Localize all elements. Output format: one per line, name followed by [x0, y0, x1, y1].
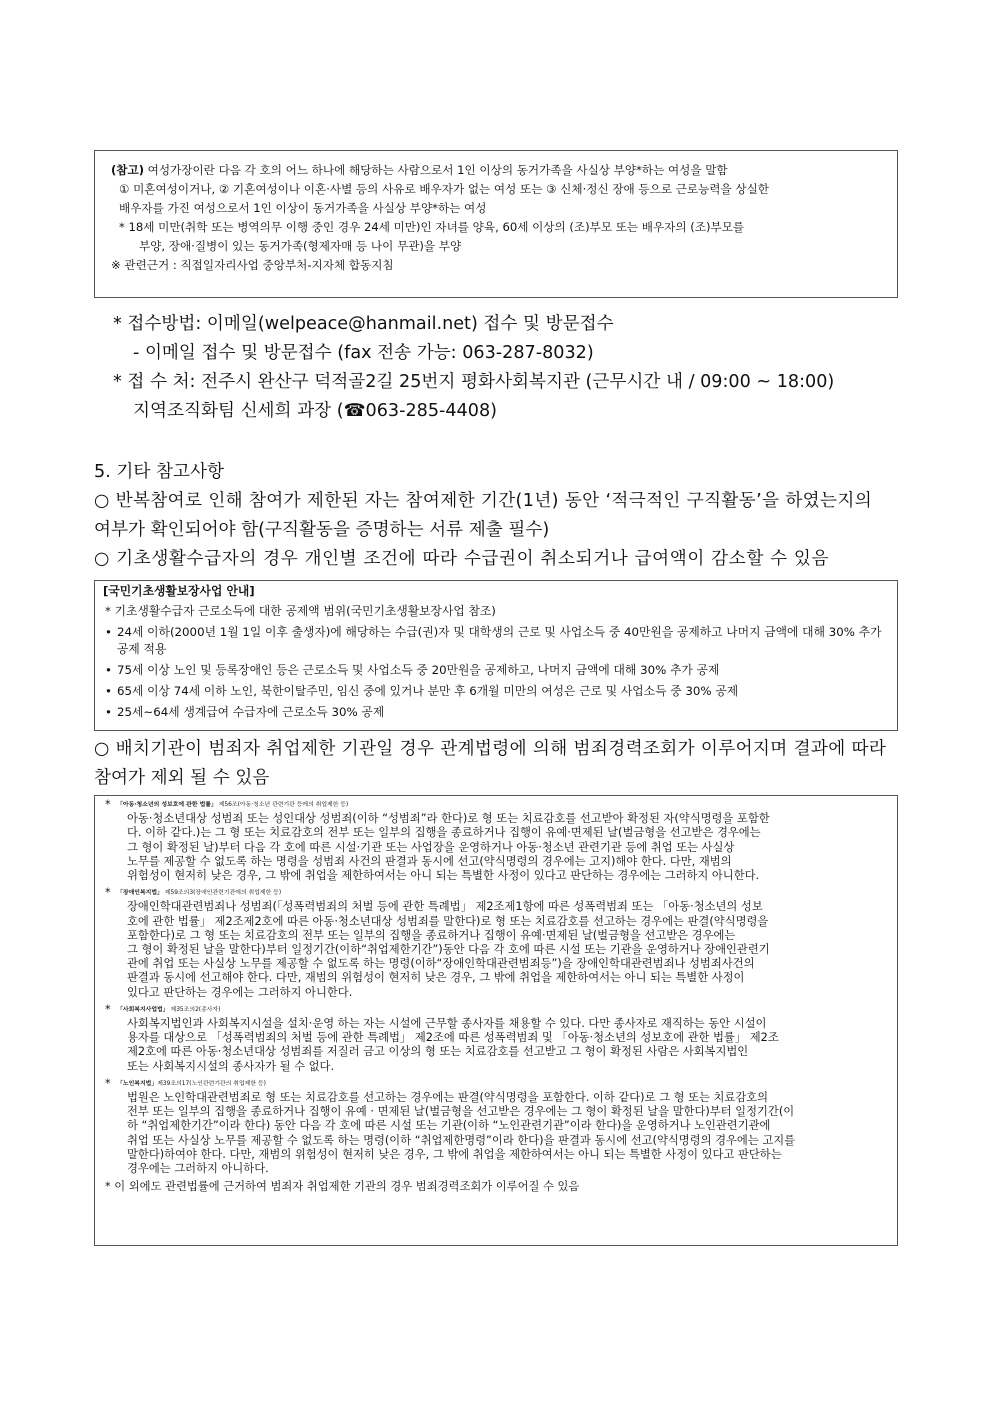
contact-person: 지역조직화팀 신세희 과장 (☎063-285-4408) [133, 401, 498, 421]
reference-line-1: (참고) 여성가장이란 다음 각 호의 어느 하나에 해당하는 사람으로서 1인 이상의 동거가족을 사실상 부양*하는 여성을 말함 [111, 163, 728, 177]
reference-basis: ※ 관련근거 : 직접일자리사업 중앙부처-지자체 합동지침 [111, 258, 394, 272]
law-heading: 「사회복지사업법」 제35조의2(종사자) [117, 1006, 221, 1013]
reference-label: (참고) [111, 163, 144, 177]
law-box-final-note: * 이 외에도 관련법률에 근거하여 범죄자 취업제한 기관의 경우 범죄경력조회가 이루어질 수 있음 [105, 1180, 580, 1194]
section-para-1-line-2: 여부가 확인되어야 함(구직활동을 증명하는 서류 제출 필수) [94, 520, 550, 540]
basic-livelihood-box [94, 580, 898, 731]
section-para-3-line-1: ○ 배치기관이 범죄자 취업제한 기관일 경우 관계법령에 의해 범죄경력조회가 이루어지며 결과에 따라 [94, 739, 887, 759]
basic-box-title: [국민기초생활보장사업 안내] [103, 584, 255, 598]
section-para-1-line-1: ○ 반복참여로 인해 참여가 제한된 자는 참여제한 기간(1년) 동안 ‘적극적인 구직활동’을 하였는지의 [94, 491, 873, 511]
submission-method: * 접수방법: 이메일(welpeace@hanmail.net) 접수 및 방문접수 [113, 314, 614, 334]
law-heading: 「노인복지법」제39조의17(노인관련기관의 취업제한 등) [117, 1080, 266, 1087]
legal-references-box [94, 795, 898, 1246]
submission-method-detail: - 이메일 접수 및 방문접수 (fax 전송 가능: 063-287-8032) [133, 343, 594, 363]
reference-footnote-2: 부양, 장애·질병이 있는 동거가족(형제자매 등 나이 무관)을 부양 [139, 239, 462, 253]
reference-line-2: ① 미혼여성이거나, ② 기혼여성이나 이혼·사별 등의 사유로 배우자가 없는 여성 또는 ③ 신체·정신 장애 등으로 근로능력을 상실한 [119, 182, 769, 196]
law-child-protection: * 「아동·청소년의 성보호에 관한 법률」 제56조(아동·청소년 관련기관 등에의 취업제한 등) 아동·청소년대상 성범죄 또는 성인대상 성범죄(이하 “성범죄”라 한다)로 형 또는 치료감호를 선고받아 확정된 자(약식명령을 포함한 다. 이하 같다.)는 그 형 또는 치료감호의 전부 또는 일부의 집행을 종료하거나 집행이 유예·면제된 날(벌금형을 선고받은 경우에는 그 형이 확정된 날)부터 다음 각 호에 따른 시설·기관 또는 사업장을 운영하거나 아동·청소년 관련기관 등에 취업 또는 사실상 노무를 제공할 수 없도록 하는 명령을 성범죄 사건의 판결과 동시에 선고(약식명령의 경우에는 고지)해야 한다. 다만, 재범의 위험성이 현저히 낮은 경우, 그 밖에 취업을 제한하여서는 아니 되는 특별한 사정이 있다고 판단하는 경우에는 그러하지 아니한다. [103, 798, 889, 883]
law-social-welfare: * 「사회복지사업법」 제35조의2(종사자) 사회복지법인과 사회복지시설을 설치·운영 하는 자는 시설에 근무할 종사자를 채용할 수 있다. 다만 종사자로 재직하는 동안 시설이 용자를 대상으로 「성폭력범죄의 처벌 등에 관한 특례법」 제2조에 따른 성폭력범죄 및 「아동·청소년의 성보호에 관한 법률」 제2조 제2호에 따른 아동·청소년대상 성범죄를 저질러 금고 이상의 형 또는 치료감호를 선고받고 그 형이 확정된 사람은 사회복지법인 또는 사회복지시설의 종사자가 될 수 없다. [103, 1003, 889, 1074]
law-body: 사회복지법인과 사회복지시설을 설치·운영 하는 자는 시설에 근무할 종사자를 채용할 수 있다. 다만 종사자로 재직하는 동안 시설이 용자를 대상으로 「성폭력범죄의 처벌 등에 관한 특례법」 제2조에 따른 성폭력범죄 및 「아동·청소년의 성보호에 관한 법률」 제2조 제2호에 따른 아동·청소년대상 성범죄를 저질러 금고 이상의 형 또는 치료감호를 선고받고 그 형이 확정된 사람은 사회복지법인 또는 사회복지시설의 종사자가 될 수 없다. [127, 1017, 779, 1073]
section-heading: 5. 기타 참고사항 [94, 462, 224, 482]
basic-box-item: • 65세 이상 74세 이하 노인, 북한이탈주민, 임신 중에 있거나 분만 후 6개월 미만의 여성은 근로 및 사업소득 중 30% 공제 [105, 684, 739, 698]
basic-box-note: * 기초생활수급자 근로소득에 대한 공제액 범위(국민기초생활보장사업 참조) [105, 604, 496, 618]
basic-box-item: • 25세~64세 생계급여 수급자에 근로소득 30% 공제 [105, 705, 385, 719]
reference-line-3: 배우자를 가진 여성으로서 1인 이상이 동거가족을 사실상 부양*하는 여성 [119, 201, 487, 215]
section-para-2: ○ 기초생활수급자의 경우 개인별 조건에 따라 수급권이 취소되거나 급여액이 감소할 수 있음 [94, 549, 830, 569]
law-disability-welfare: * 「장애인복지법」 제59조의3(장애인관련기관에의 취업제한 등) 장애인학대관련범죄나 성범죄(「성폭력범죄의 처벌 등에 관한 특례법」 제2조제1항에 따른 성폭력범죄 또는 「아동·청소년의 성보 호에 관한 법률」 제2조제2호에 따른 아동·청소년대상 성범죄를 말한다)로 형 또는 치료감호를 선고하는 경우에는 판결(약식명령을 포함한다)로 그 형 또는 치료감호의 전부 또는 일부의 집행을 종료하거나 집행이 유예·면제된 날(벌금형을 선고받은 경우에는 그 형이 확정된 날을 말한다)부터 일정기간(이하“취업제한기간”)동안 다음 각 호에 따른 시설 또는 기관을 운영하거나 장애인관련기 관에 취업 또는 사실상 노무를 제공할 수 없도록 하는 명령(이하“장애인학대관련범죄등”)을 장애인학대관련범죄나 성범죄사건의 판결과 동시에 선고해야 한다. 다만, 재범의 위험성이 현저히 낮은 경우, 그 밖에 취업을 제한하여서는 아니 되는 특별한 사정이 있다고 판단하는 경우에는 그러하지 아니한다. [103, 886, 889, 1000]
law-heading: 「장애인복지법」 제59조의3(장애인관련기관에의 취업제한 등) [117, 890, 282, 897]
law-body: 법원은 노인학대관련범죄로 형 또는 치료감호를 선고하는 경우에는 판결(약식명령을 포함한다. 이하 같다)로 그 형 또는 치료감호의 전부 또는 일부의 집행을 종료하거나 집행이 유예 · 면제된 날(벌금형을 선고받은 경우에는 그 형이 확정된 날을 말한다)부터 일정기간(이 하 “취업제한기간”이라 한다) 동안 다음 각 호에 따른 시설 또는 기관(이하 “노인관련기관”이라 한다)을 운영하거나 노인관련기관에 취업 또는 사실상 노무를 제공할 수 없도록 하는 명령(이하 “취업제한명령”이라 한다)을 판결과 동시에 선고(약식명령의 경우에는 고지를 말한다)하여야 한다. 다만, 재범의 위험성이 현저히 낮은 경우, 그 밖에 취업을 제한하여서는 아니 되는 특별한 사정이 있다고 판단하는 경우에는 그러하지 아니하다. [127, 1091, 796, 1176]
law-heading: 「아동·청소년의 성보호에 관한 법률」 제56조(아동·청소년 관련기관 등에의 취업제한 등) [117, 802, 349, 808]
law-elderly-welfare: * 「노인복지법」제39조의17(노인관련기관의 취업제한 등) 법원은 노인학대관련범죄로 형 또는 치료감호를 선고하는 경우에는 판결(약식명령을 포함한다. 이하 같다)로 그 형 또는 치료감호의 전부 또는 일부의 집행을 종료하거나 집행이 유예 · 면제된 날(벌금형을 선고받은 경우에는 그 형이 확정된 날을 말한다)부터 일정기간(이 하 “취업제한기간”이라 한다) 동안 다음 각 호에 따른 시설 또는 기관(이하 “노인관련기관”이라 한다)을 운영하거나 노인관련기관에 취업 또는 사실상 노무를 제공할 수 없도록 하는 명령(이하 “취업제한명령”이라 한다)을 판결과 동시에 선고(약식명령의 경우에는 고지를 말한다)하여야 한다. 다만, 재범의 위험성이 현저히 낮은 경우, 그 밖에 취업을 제한하여서는 아니 되는 특별한 사정이 있다고 판단하는 경우에는 그러하지 아니하다. [103, 1077, 889, 1176]
basic-box-item: • 75세 이상 노인 및 등록장애인 등은 근로소득 및 사업소득 중 20만원을 공제하고, 나머지 금액에 대해 30% 추가 공제 [105, 663, 720, 677]
reference-note-box [94, 150, 898, 298]
law-body: 아동·청소년대상 성범죄 또는 성인대상 성범죄(이하 “성범죄”라 한다)로 형 또는 치료감호를 선고받아 확정된 자(약식명령을 포함한 다. 이하 같다.)는 그 형 또는 치료감호의 전부 또는 일부의 집행을 종료하거나 집행이 유예·면제된 날(벌금형을 선고받은 경우에는 그 형이 확정된 날)부터 다음 각 호에 따른 시설·기관 또는 사업장을 운영하거나 아동·청소년 관련기관 등에 취업 또는 사실상 노무를 제공할 수 없도록 하는 명령을 성범죄 사건의 판결과 동시에 선고(약식명령의 경우에는 고지)해야 한다. 다만, 재범의 위험성이 현저히 낮은 경우, 그 밖에 취업을 제한하여서는 아니 되는 특별한 사정이 있다고 판단하는 경우에는 그러하지 아니한다. [127, 812, 770, 883]
section-para-3-line-2: 참여가 제외 될 수 있음 [94, 768, 270, 788]
reference-footnote-1: * 18세 미만(취학 또는 병역의무 이행 중인 경우 24세 미만)인 자녀를 양육, 60세 이상의 (조)부모 또는 배우자의 (조)부모를 [119, 220, 745, 234]
law-body: 장애인학대관련범죄나 성범죄(「성폭력범죄의 처벌 등에 관한 특례법」 제2조제1항에 따른 성폭력범죄 또는 「아동·청소년의 성보 호에 관한 법률」 제2조제2호에 따른 아동·청소년대상 성범죄를 말한다)로 형 또는 치료감호를 선고하는 경우에는 판결(약식명령을 포함한다)로 그 형 또는 치료감호의 전부 또는 일부의 집행을 종료하거나 집행이 유예·면제된 날(벌금형을 선고받은 경우에는 그 형이 확정된 날을 말한다)부터 일정기간(이하“취업제한기간”)동안 다음 각 호에 따른 시설 또는 기관을 운영하거나 장애인관련기 관에 취업 또는 사실상 노무를 제공할 수 없도록 하는 명령(이하“장애인학대관련범죄등”)을 장애인학대관련범죄나 성범죄사건의 판결과 동시에 선고해야 한다. 다만, 재범의 위험성이 현저히 낮은 경우, 그 밖에 취업을 제한하여서는 아니 되는 특별한 사정이 있다고 판단하는 경우에는 그러하지 아니한다. [127, 900, 770, 999]
basic-box-item: • 24세 이하(2000년 1월 1일 이후 출생자)에 해당하는 수급(권)자 및 대학생의 근로 및 사업소득 중 40만원을 공제하고 나머지 금액에 대해 30% 추가 공제 적용 [105, 625, 882, 656]
submission-place: * 접 수 처: 전주시 완산구 덕적골2길 25번지 평화사회복지관 (근무시간 내 / 09:00 ~ 18:00) [113, 372, 835, 392]
